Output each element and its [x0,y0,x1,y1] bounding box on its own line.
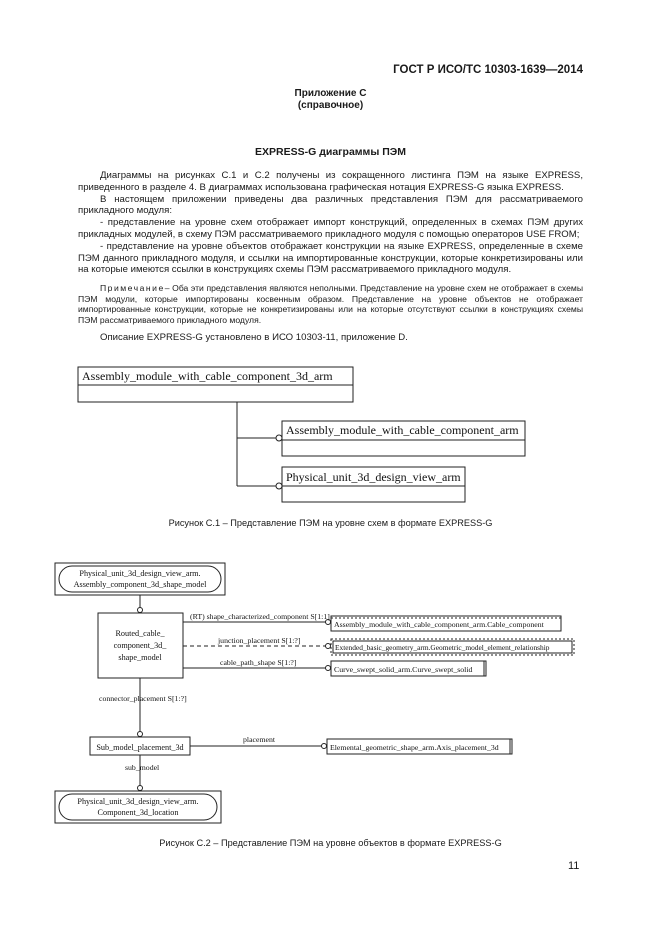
fig1-schema-ref1-label: Assembly_module_with_cable_component_arm [286,423,519,437]
fig2-entity-main-line1: Routed_cable_ [115,629,165,638]
fig2-ref4-label: Elemental_geometric_shape_arm.Axis_placement_3d [330,743,499,752]
note-text: – Оба эти представления являются неполными. Представление на уровне схем не отображает в схемы ПЭМ модули, которые импортированы косвенным образом. Представление на уровне объектов не отображает импортированные конструкции, которые не конкретизированы или на которые отсутствуют ссылки в конструкциях схемы ПЭМ рассматриваемого прикладного модуля. [78,283,583,325]
document-header: ГОСТ Р ИСО/ТС 10303-1639—2014 [393,64,583,76]
fig2-bottom-ref-outer [55,791,221,823]
fig2-entity-main-line2: component_3d_ [113,641,167,650]
paragraph-2: В настоящем приложении приведены два различных представления ПЭМ для рассматриваемого прикладного модуля: [78,193,583,217]
list-item-1: - представление на уровне схем отображает импорт конструкций, определенных в схемах ПЭМ других прикладных модулей, в схему ПЭМ рассматриваемого прикладного модуля с помощью операторов USE FROM; [78,217,583,240]
fig2-top-ref-line2: Assembly_component_3d_shape_model [73,580,207,589]
fig2-attr6-label: sub_model [125,763,160,772]
appendix-title: Приложение С [294,88,367,99]
fig2-ref2-label: Extended_basic_geometry_arm.Geometric_model_element_relationship [335,643,550,652]
fig2-attr1-label: (RT) shape_characterized_component S[1:1] [190,612,330,621]
fig1-schema-ref2-label: Physical_unit_3d_design_view_arm [286,470,461,484]
list-item-2: - представление на уровне объектов отображает конструкции на языке EXPRESS, определенные в схеме ПЭМ данного прикладного модуля, и ссылки на импортированные конструкции, которые конкретизированы или на которые имеются ссылки в конструкциях схемы ПЭМ рассматриваемого прикладного модуля. [78,240,583,276]
fig2-entity-main-line3: shape_model [118,653,162,662]
fig2-top-circle [138,608,143,613]
paragraph-1: Диаграммы на рисунках С.1 и С.2 получены из сокращенного листинга ПЭМ на языке EXPRESS, приведенного в разделе 4. В диаграммах использована графическая нотация EXPRESS-G языка EXPRESS. [78,170,583,193]
fig2-attr2-label: junction_placement S[1:?] [218,636,301,645]
fig2-ref3-label: Curve_swept_solid_arm.Curve_swept_solid [334,665,473,674]
fig1-circle-1 [276,435,282,441]
note-label: Примечание [100,283,165,293]
fig1-circle-2 [276,483,282,489]
fig2-bottom-ref-line2: Component_3d_location [97,808,179,817]
figure2-caption: Рисунок С.2 – Представление ПЭМ на уровне объектов в формате EXPRESS-G [159,838,502,848]
fig2-attr4-label: connector_placement S[1:?] [99,694,187,703]
figure1-caption: Рисунок С.1 – Представление ПЭМ на уровне схем в формате EXPRESS-G [168,518,493,528]
fig2-entity-sub-label: Sub_model_placement_3d [96,743,184,752]
fig2-attr3-label: cable_path_shape S[1:?] [220,658,297,667]
page-number: 11 [568,860,580,872]
fig2-ref1-label: Assembly_module_with_cable_component_arm.Cable_component [334,620,544,629]
fig2-top-ref-line1: Physical_unit_3d_design_view_arm. [79,569,201,578]
fig2-bottom-ref-line1: Physical_unit_3d_design_view_arm. [77,797,199,806]
paragraph-3: Описание EXPRESS-G установлено в ИСО 10303-11, приложение D. [100,332,408,343]
fig2-attr5-label: placement [243,735,276,744]
appendix-subtitle: (справочное) [297,100,364,111]
fig1-schema-main-label: Assembly_module_with_cable_component_3d_arm [82,369,333,383]
fig2-top-ref-outer [55,563,225,595]
section-title: EXPRESS-G диаграммы ПЭМ [255,146,406,158]
